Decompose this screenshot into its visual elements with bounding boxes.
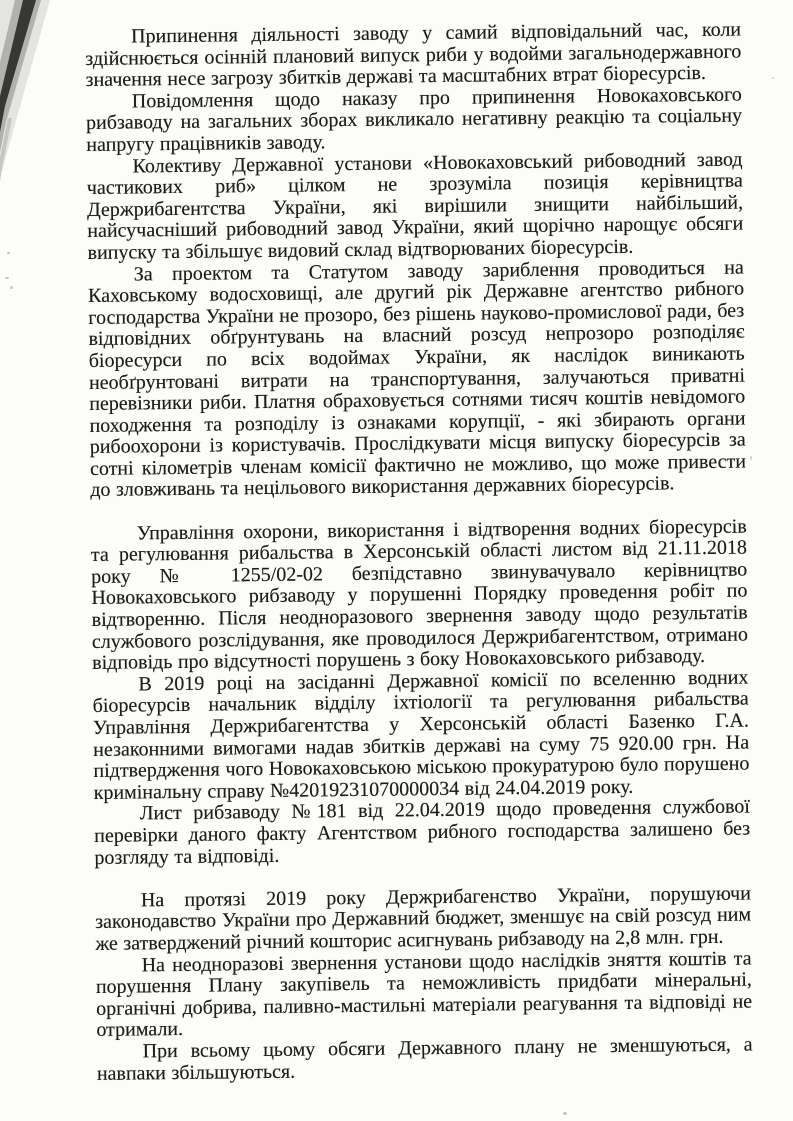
paragraph-9: На неодноразові звернення установи щодо наслідків зняття коштів та порушення Плану закупівель та неможливість придбати мінеральні, органічні добрива, паливно-мастильні матеріали реагування та відповіді не отримали.: [95, 947, 753, 1042]
scan-speck: [5, 277, 9, 279]
paragraph-3: Колективу Державної установи «Новокаховський рибоводний завод частикових риб» цілком не зрозуміла позиція керівництва Держрибагентства України, які вирішили знищити найбільший, найсучасніший рибоводний завод України, який щорічно нарощує обсяги випуску та збільшує видовий склад відтворюваних біоресурсів.: [86, 148, 744, 264]
paragraph-2: Повідомлення щодо наказу про припинення Новокаховського рибзаводу на загальних зборах викликало негативну реакцію та соціальну напругу працівників заводу.: [85, 83, 743, 156]
scan-speck: [563, 1112, 567, 1115]
paragraph-7: Лист рибзаводу №181 від 22.04.2019 щодо проведення службової перевірки даного факту Агентством рибного господарства залишено без розгляду та відповіді.: [94, 795, 751, 869]
paragraph-5: Управління охорони, використання і відтворення водних біоресурсів та регулювання рибальства в Херсонській області листом від 21.11.2018 року № 1255/02-02 безпідставно звинувачувало керівництво Новокаховського рибзаводу у порушенні Порядку проведення робіт по відтворенню. Після неодноразового звернення заводу щодо результатів службового розслідування, яке проводилося Держрибагентством, отримано відповідь про відсутності порушень з боку Новокаховського рибзаводу.: [90, 515, 749, 675]
paragraph-8: На протязі 2019 року Держрибагенство України, порушуючи законодавство України про Державний бюджет, зменшує на свій розсуд ним же затверджений річний кошторис асигнувань рибзаводу на 2,8 млн. грн.: [95, 882, 752, 955]
paragraph-4: За проектом та Статутом заводу зариблення проводиться на Каховському водосховищі, але другий рік Державне агентство рибного господарства України не прозоро, без рішень науково-промислової ради, без відповідних обґрунтувань на власний розсуд непрозоро розподіляє біоресурси по всіх водоймах України, як наслідок виникають необґрунтовані витрати на транспортування, залучаються приватні перевізники риби. Платня обраховується сотнями тисяч коштів невідомого походження та розподілу із ознаками корупції, - які збирають органи рибоохорони із користувачів. Прослідкувати місця випуску біоресурсів за сотні кілометрів членам комісії фактично не можливо, що може привести до зловживань та нецільового використання державних біоресурсів.: [87, 256, 747, 502]
scan-speck: [7, 252, 10, 254]
paragraph-10: При всьому цьому обсяги Державного плану не зменшуються, а навпаки збільшуються.: [96, 1033, 753, 1085]
scan-speck: [750, 456, 752, 460]
scan-corner-shadow-artifact: [0, 0, 60, 210]
paragraph-1: Припинення діяльності заводу у самий відповідальний час, коли здійснюється осінній плановий випуск риби у водойми загальнодержавного значення несе загрозу збитків державі та масштабних втрат біоресурсів.: [85, 18, 742, 92]
scan-speck: [772, 77, 774, 79]
letter-body: [85, 20, 753, 1085]
paragraph-6: В 2019 році на засіданні Державної комісії по вселенню водних біоресурсів начальник відділу іхтіології та регулювання рибальства Управління Держрибагентства у Херсонській області Базенко Г.А. незаконними вимогами надав збитків державі на суму 75 920.00 грн. На підтвердження чого Новокаховською міською прокуратурою було порушено кримінальну справу №42019231070000034 від 24.04.2019 року.: [92, 666, 750, 804]
scan-speck: [10, 286, 13, 289]
